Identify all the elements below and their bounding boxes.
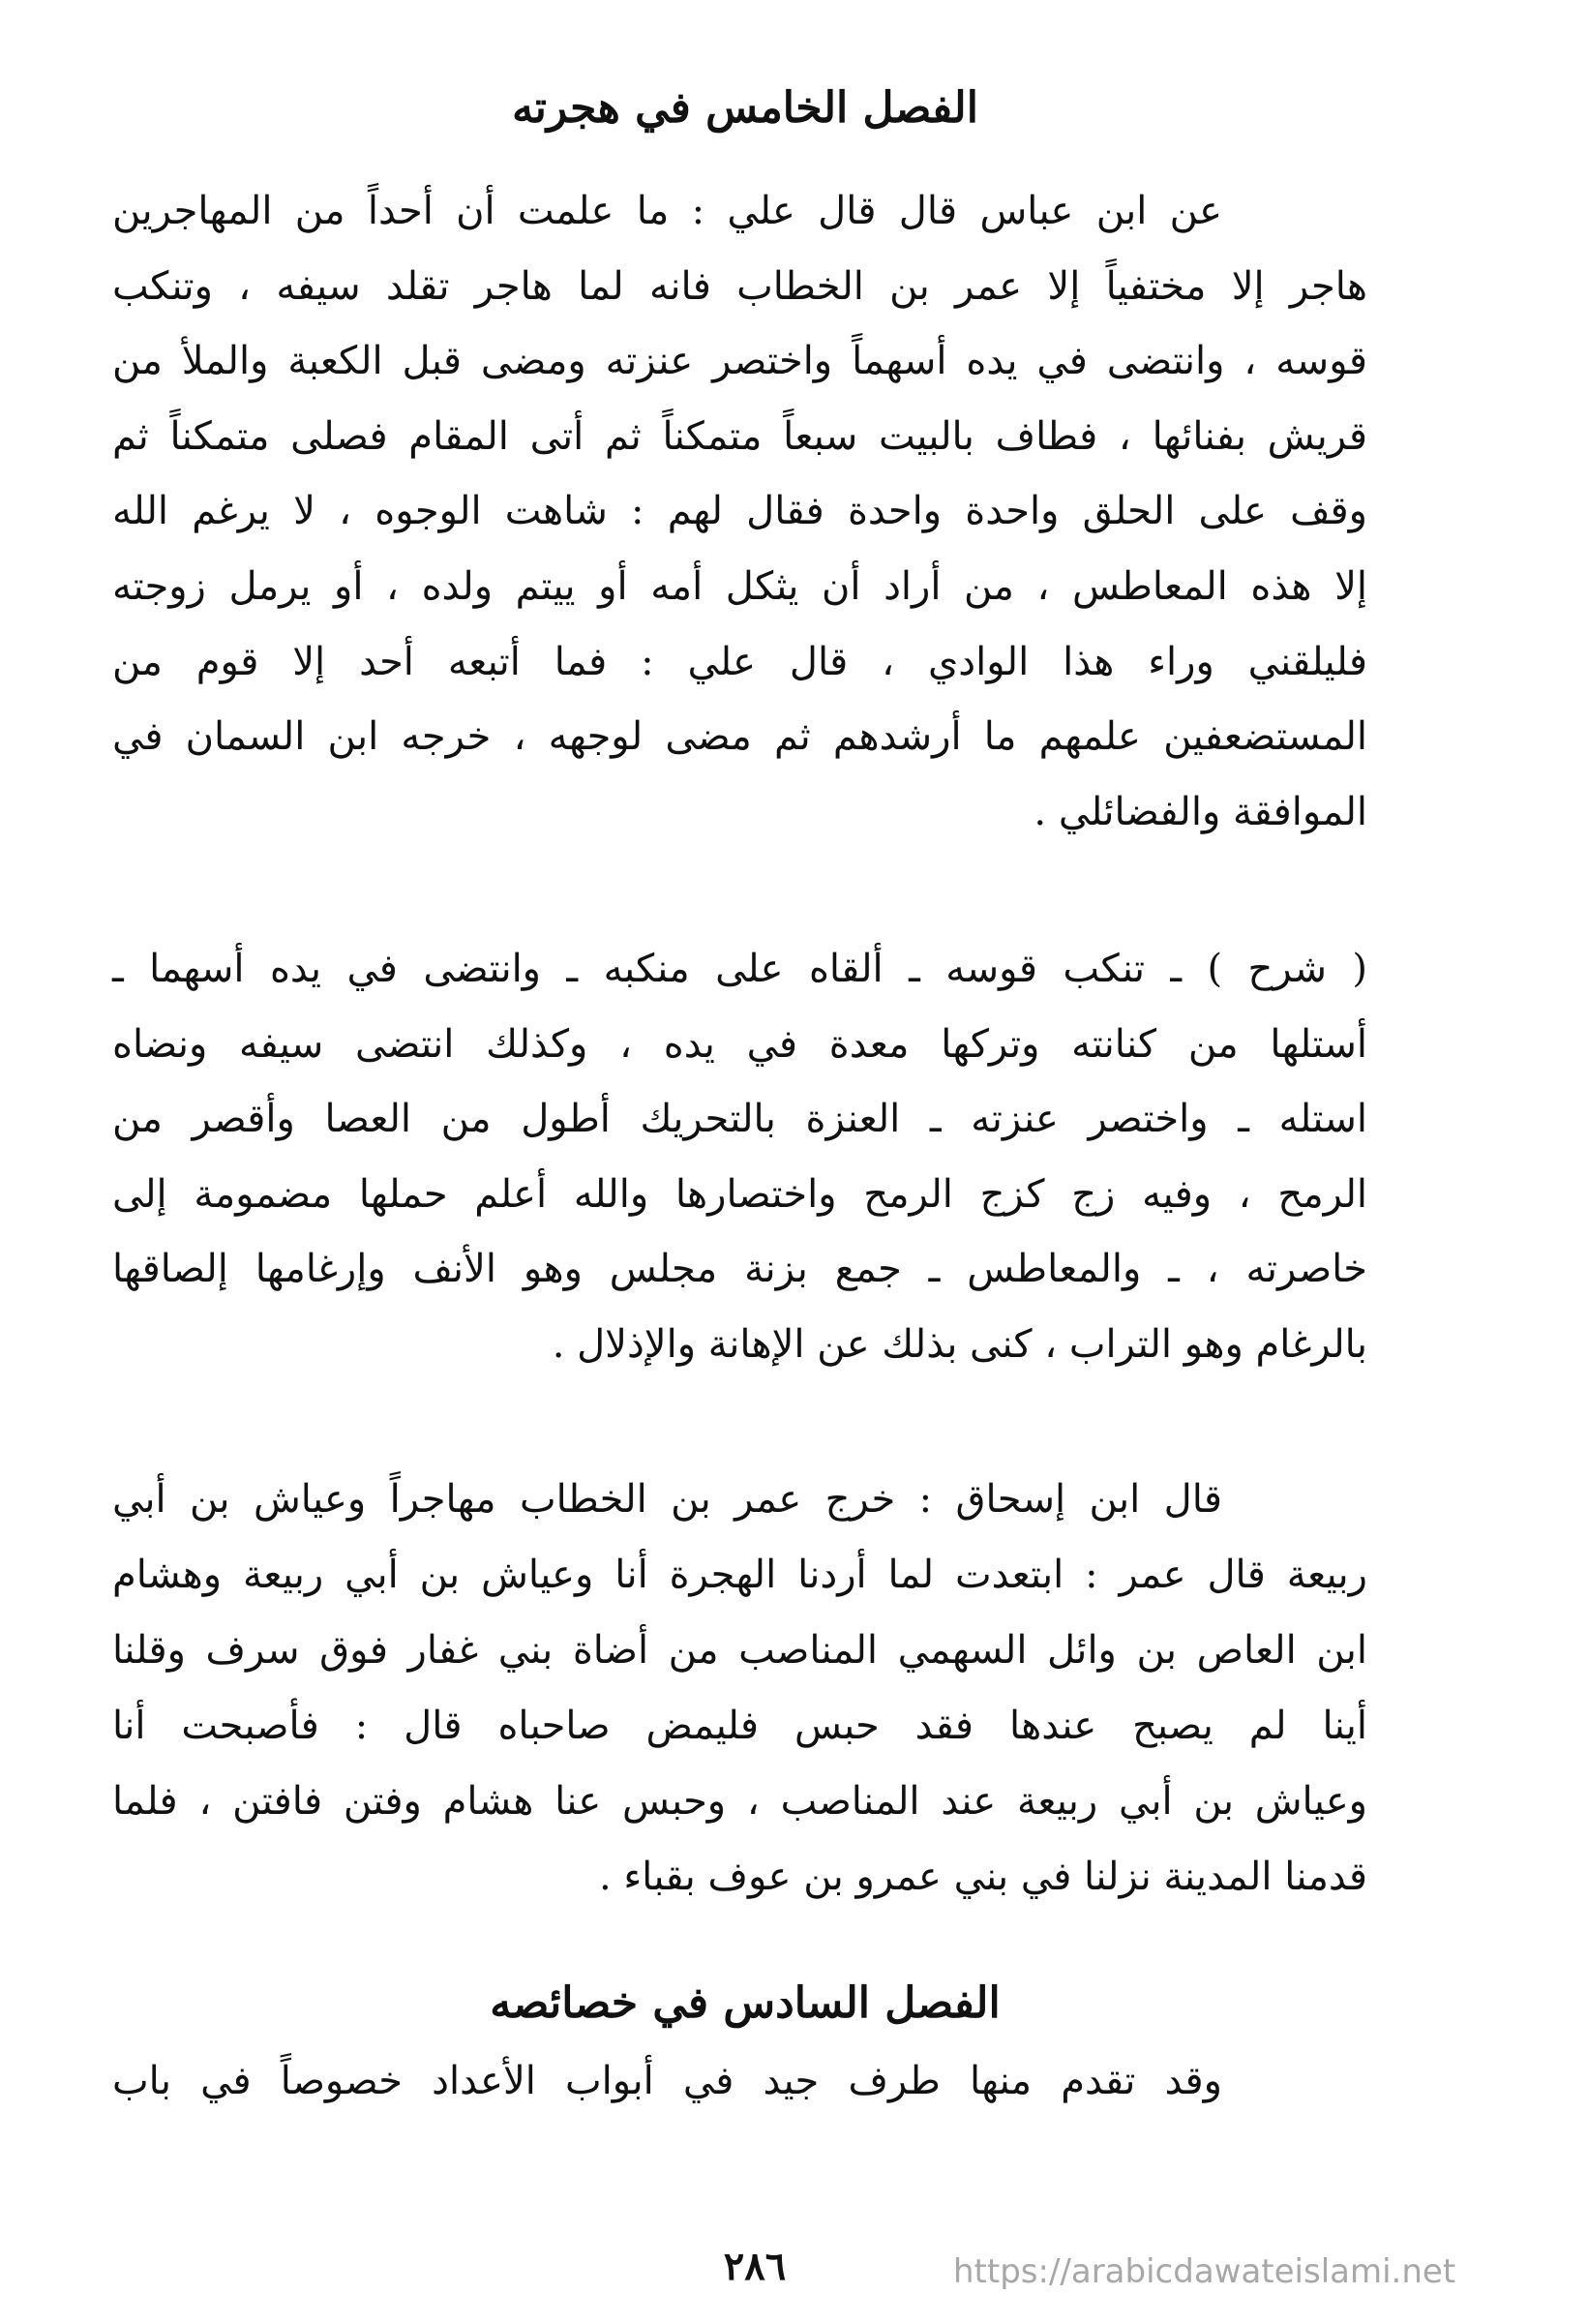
text-line: أينا لم يصبح عندها فقد حبس فليمض صاحباه قال : فأصبحت أنا: [112, 1704, 1367, 1748]
text-line: قوسه ، وانتضى في يده أسهماً واختصر عنزته ومضى قبل الكعبة والملأ من: [112, 339, 1367, 384]
text-line: خاصرته ، ـ والمعاطس ـ جمع بزنة مجلس وهو الأنف وإرغامها إلصاقها: [112, 1247, 1367, 1292]
text-line: وقد تقدم منها طرف جيد في أبواب الأعداد خصوصاً في باب: [112, 2059, 1222, 2103]
text-line: عن ابن عباس قال قال علي : ما علمت أن أحداً من المهاجرين: [112, 189, 1222, 233]
text-line: قال ابن إسحاق : خرج عمر بن الخطاب مهاجراً وعياش بن أبي: [112, 1477, 1222, 1522]
text-line: هاجر إلا مختفياً إلا عمر بن الخطاب فانه لما هاجر تقلد سيفه ، وتنكب: [112, 263, 1367, 309]
chapter-heading-5: الفصل الخامس في هجرته: [512, 83, 978, 133]
paragraph-characteristics: [112, 2044, 1367, 2120]
text-line: ربيعة قال عمر : ابتعدت لما أردنا الهجرة أنا وعياش بن أبي ربيعة وهشام: [112, 1553, 1367, 1597]
text-line: المستضعفين علمهم ما أرشدهم ثم مضى لوجهه ، خرجه ابن السمان في: [112, 714, 1367, 760]
text-line: استله ـ واختصر عنزته ـ العنزة بالتحريك أطول من العصا وأقصر من: [112, 1097, 1367, 1142]
paragraph-hijra-narration: [112, 174, 1367, 850]
text-line: قريش بفنائها ، فطاف بالبيت سبعاً متمكناً ثم أتى المقام فصلى متمكناً ثم: [112, 413, 1367, 459]
text-line: ابن العاص بن وائل السهمي المناصب من أضاة بني غفار فوق سرف وقلنا: [112, 1628, 1367, 1673]
text-line: ( شرح ) ـ تنكب قوسه ـ ألقاه على منكبه ـ وانتضى في يده أسهما ـ: [112, 947, 1367, 991]
text-line: بالرغام وهو التراب ، كنى بذلك عن الإهانة والإذلال .: [552, 1321, 1367, 1367]
text-line: وعياش بن أبي ربيعة عند المناصب ، وحبس عنا هشام وفتن فافتن ، فلما: [112, 1779, 1367, 1824]
text-line: وقف على الحلق واحدة واحدة فقال لهم : شاهت الوجوه ، لا يرغم الله: [112, 489, 1367, 534]
text-line: الموافقة والفضائلي .: [1034, 789, 1367, 834]
page-number: ٢٨٦: [723, 2244, 787, 2289]
text-line: إلا هذه المعاطس ، من أراد أن يثكل أمه أو ييتم ولده ، أو يرمل زوجته: [112, 563, 1367, 609]
paragraph-explanation: [112, 932, 1367, 1383]
text-line: أستلها من كنانته وتركها معدة في يده ، وكذلك انتضى سيفه ونضاه: [112, 1021, 1367, 1067]
paragraph-ibn-ishaq: [112, 1462, 1367, 1915]
text-line: فليلقني وراء هذا الوادي ، قال علي : فما أتبعه أحد إلا قوم من: [112, 639, 1367, 684]
text-line: قدمنا المدينة نزلنا في بني عمرو بن عوف بقباء .: [598, 1855, 1367, 1899]
website-watermark: https://arabicdawateislami.net: [953, 2252, 1456, 2291]
chapter-heading-6: الفصل السادس في خصائصه: [490, 1978, 1001, 2028]
text-line: الرمح ، وفيه زج كزج الرمح واختصارها والله أعلم حملها مضمومة إلى: [112, 1171, 1367, 1217]
